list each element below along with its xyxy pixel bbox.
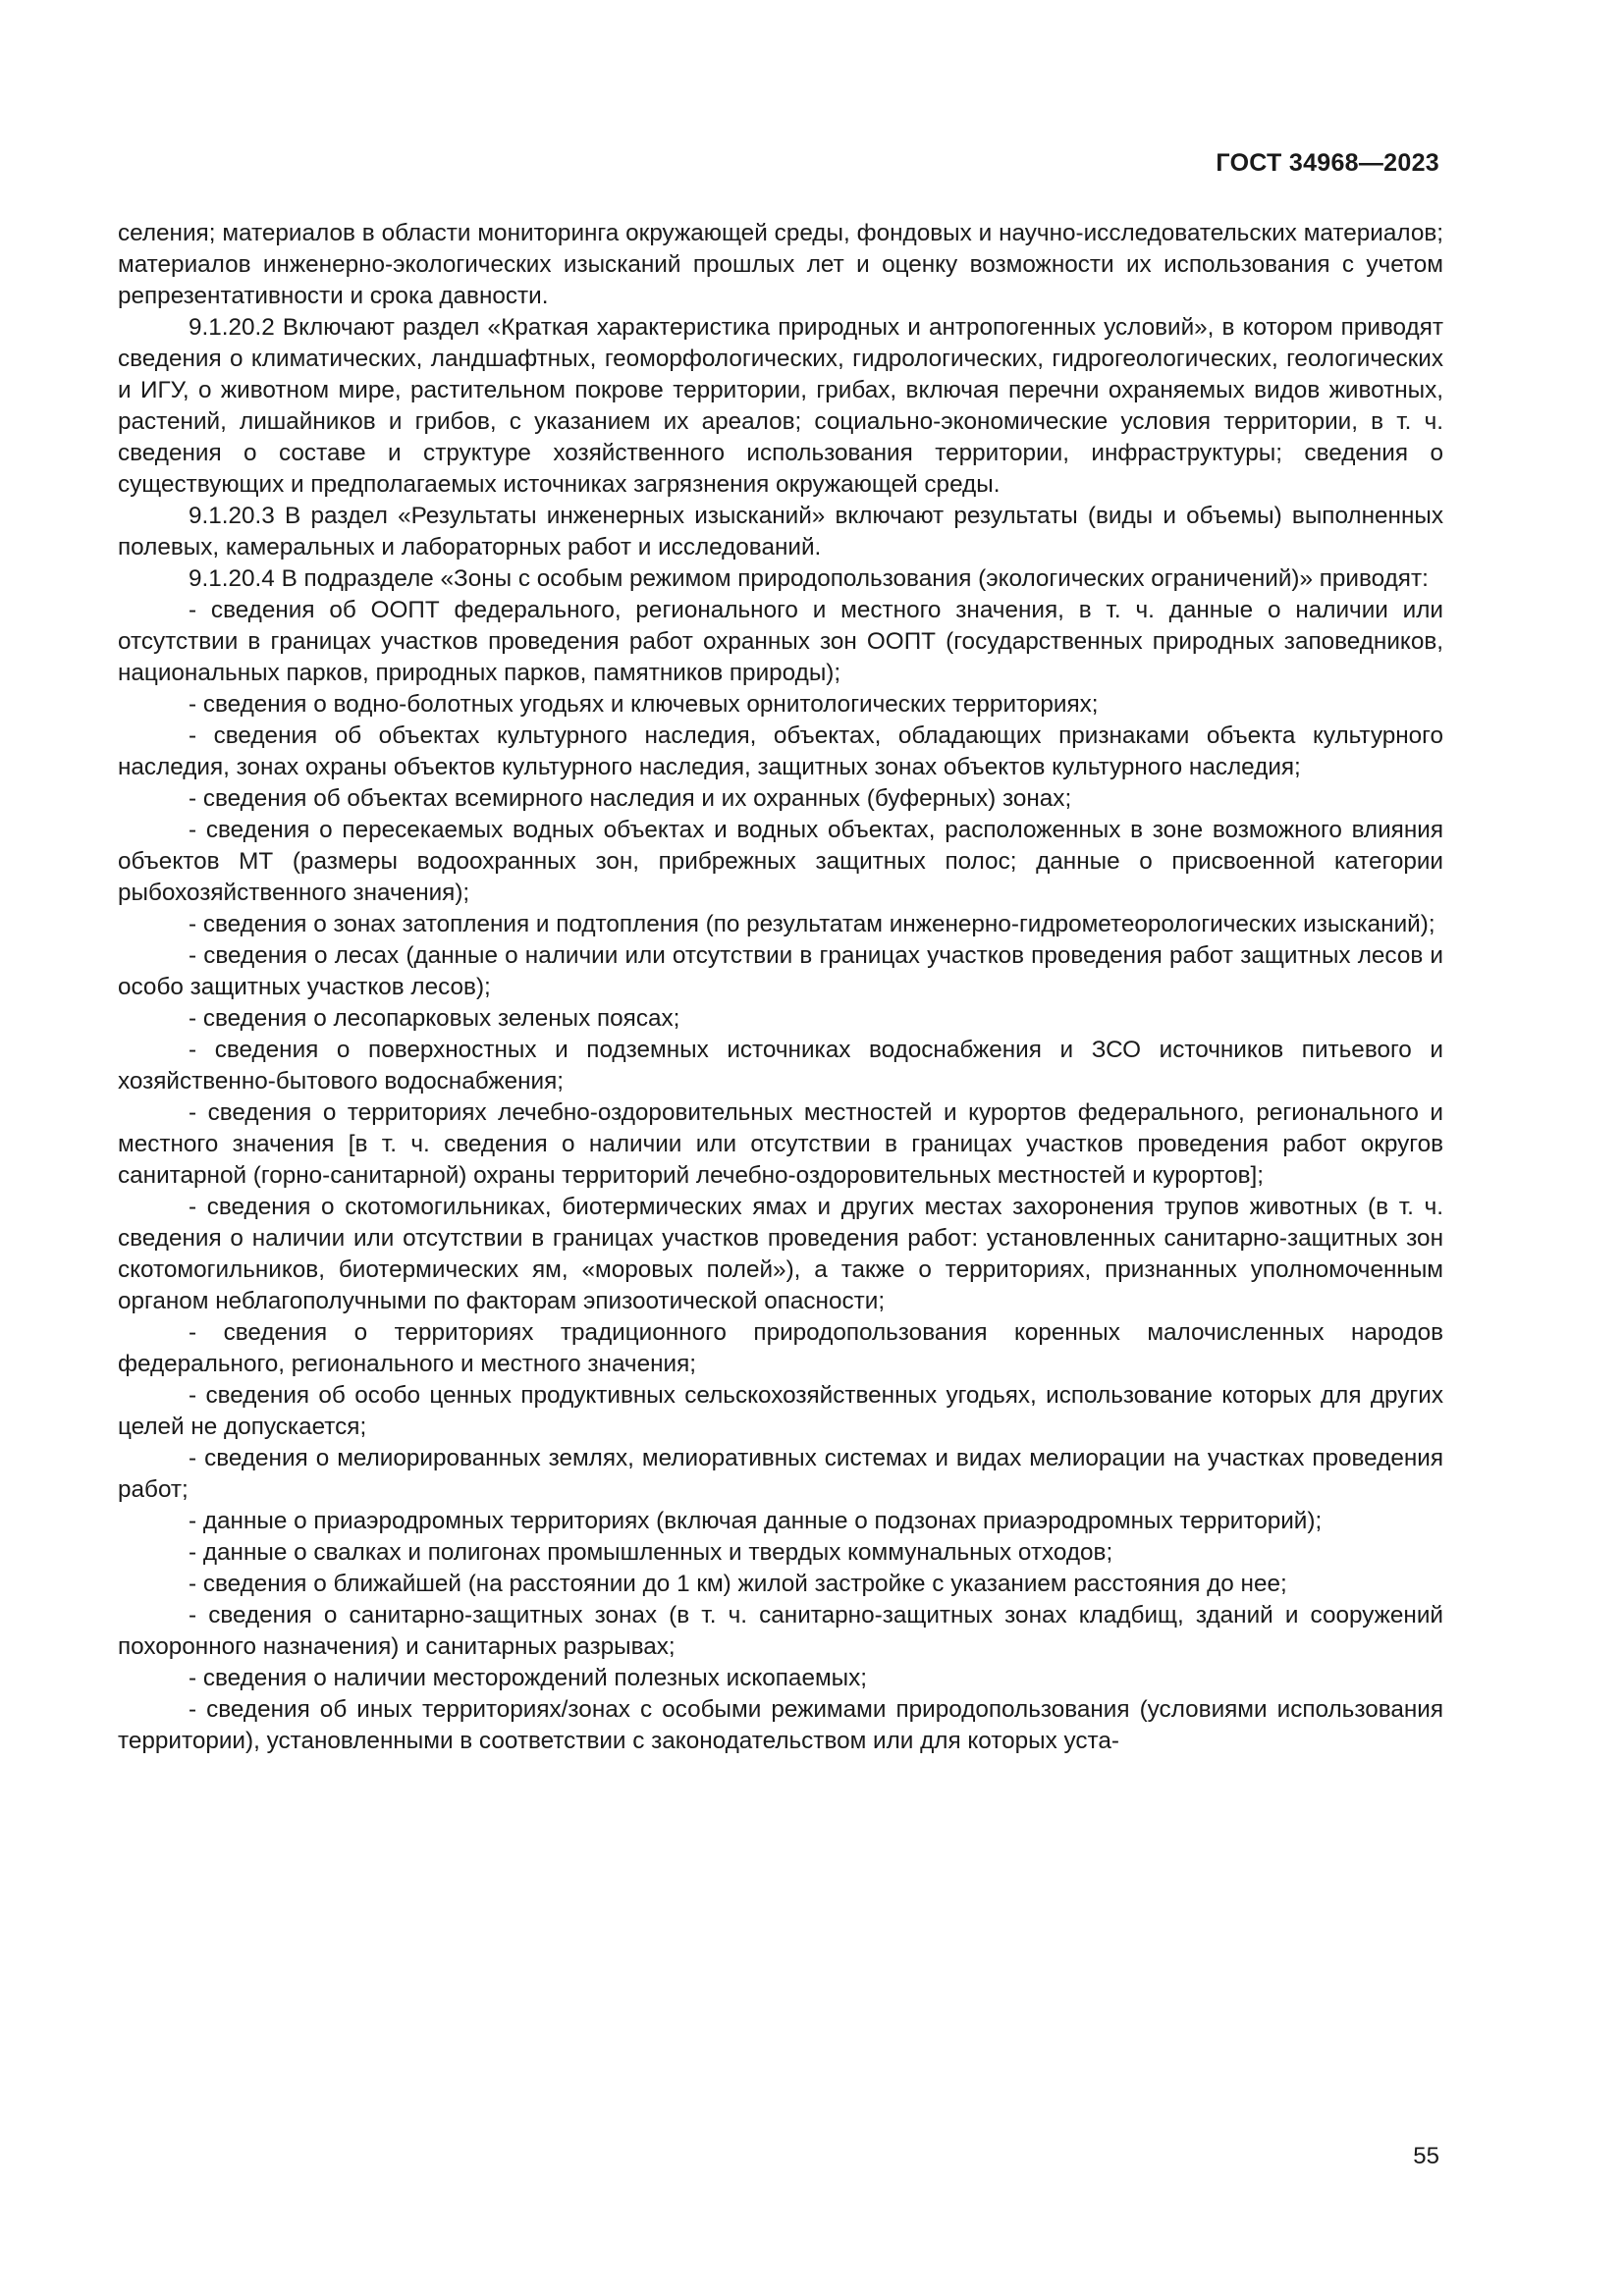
list-item: - данные о приаэродромных территориях (включая данные о подзонах приаэродромных территорий);: [189, 1508, 1323, 1534]
list-item: - сведения об иных территориях/зонах с особыми режимами природопользования (условиями использования территории), установленными в соответствии с законодательством или для которых уста-: [118, 1696, 1443, 1754]
list-item: - данные о свалках и полигонах промышленных и твердых коммунальных отходов;: [189, 1539, 1113, 1566]
paragraph: 9.1.20.3 В раздел «Результаты инженерных изысканий» включают результаты (виды и объемы) выполненных полевых, камеральных и лабораторных работ и исследований.: [118, 503, 1443, 561]
list-item: - сведения о лесопарковых зеленых поясах;: [189, 1005, 680, 1032]
list-item: - сведения о зонах затопления и подтопления (по результатам инженерно-гидрометеорологических изысканий);: [189, 911, 1435, 937]
list-item: - сведения о водно-болотных угодьях и ключевых орнитологических территориях;: [189, 691, 1099, 718]
list-item: - сведения об особо ценных продуктивных сельскохозяйственных угодьях, использование которых для других целей не допускается;: [118, 1382, 1443, 1440]
paragraph: селения; материалов в области мониторинга окружающей среды, фондовых и научно-исследовательских материалов; материалов инженерно-экологических изысканий прошлых лет и оценку возможности их использования с учетом репрезентативности и срока давности.: [118, 220, 1443, 309]
list-item: - сведения о наличии месторождений полезных ископаемых;: [189, 1665, 868, 1691]
paragraph: 9.1.20.2 Включают раздел «Краткая характеристика природных и антропогенных условий», в котором приводят сведения о климатических, ландшафтных, геоморфологических, гидрологических, гидрогеологических, геологических и ИГУ, о животном мире, растительном покрове территории, грибах, включая перечни охраняемых видов животных, растений, лишайников и грибов, с указанием их ареалов; социально-экономические условия территории, в т. ч. сведения о составе и структуре хозяйственного использования территории, инфраструктуры; сведения о существующих и предполагаемых источниках загрязнения окружающей среды.: [118, 314, 1443, 498]
list-item: - сведения о лесах (данные о наличии или отсутствии в границах участков проведения работ защитных лесов и особо защитных участков лесов);: [118, 942, 1443, 1000]
list-item: - сведения об объектах культурного наследия, объектах, обладающих признаками объекта культурного наследия, зонах охраны объектов культурного наследия, защитных зонах объектов культурного наследия;: [118, 722, 1443, 780]
document-body: [118, 218, 1443, 1757]
list-item: - сведения о скотомогильниках, биотермических ямах и других местах захоронения трупов животных (в т. ч. сведения о наличии или отсутствии в границах участков проведения работ: установленных санитарно-защитных зон скотомогильников, биотермических ям, «моровых полей»), а также о территориях, признанных уполномоченным органом неблагополучными по факторам эпизоотической опасности;: [118, 1194, 1443, 1314]
list-item: - сведения о пересекаемых водных объектах и водных объектах, расположенных в зоне возможного влияния объектов МТ (размеры водоохранных зон, прибрежных защитных полос; данные о присвоенной категории рыбохозяйственного значения);: [118, 817, 1443, 906]
list-item: - сведения об объектах всемирного наследия и их охранных (буферных) зонах;: [189, 785, 1072, 812]
list-item: - сведения о поверхностных и подземных источниках водоснабжения и ЗСО источников питьевого и хозяйственно-бытового водоснабжения;: [118, 1037, 1443, 1095]
list-item: - сведения о мелиорированных землях, мелиоративных системах и видах мелиорации на участках проведения работ;: [118, 1445, 1443, 1503]
standard-header: ГОСТ 34968—2023: [1216, 149, 1439, 177]
page-number: 55: [1413, 2143, 1439, 2169]
list-item: - сведения о территориях лечебно-оздоровительных местностей и курортов федерального, регионального и местного значения [в т. ч. сведения о наличии или отсутствии в границах участков проведения работ округов санитарной (горно-санитарной) охраны территорий лечебно-оздоровительных местностей и курортов];: [118, 1099, 1443, 1189]
list-item: - сведения о территориях традиционного природопользования коренных малочисленных народов федерального, регионального и местного значения;: [118, 1319, 1443, 1377]
paragraph: 9.1.20.4 В подразделе «Зоны с особым режимом природопользования (экологических ограничений)» приводят:: [189, 565, 1429, 592]
list-item: - сведения о санитарно-защитных зонах (в т. ч. санитарно-защитных зонах кладбищ, зданий и сооружений похоронного назначения) и санитарных разрывах;: [118, 1602, 1443, 1660]
list-item: - сведения о ближайшей (на расстоянии до 1 км) жилой застройке с указанием расстояния до нее;: [189, 1571, 1287, 1597]
list-item: - сведения об ООПТ федерального, регионального и местного значения, в т. ч. данные о наличии или отсутствии в границах участков проведения работ охранных зон ООПТ (государственных природных заповедников, национальных парков, природных парков, памятников природы);: [118, 597, 1443, 686]
